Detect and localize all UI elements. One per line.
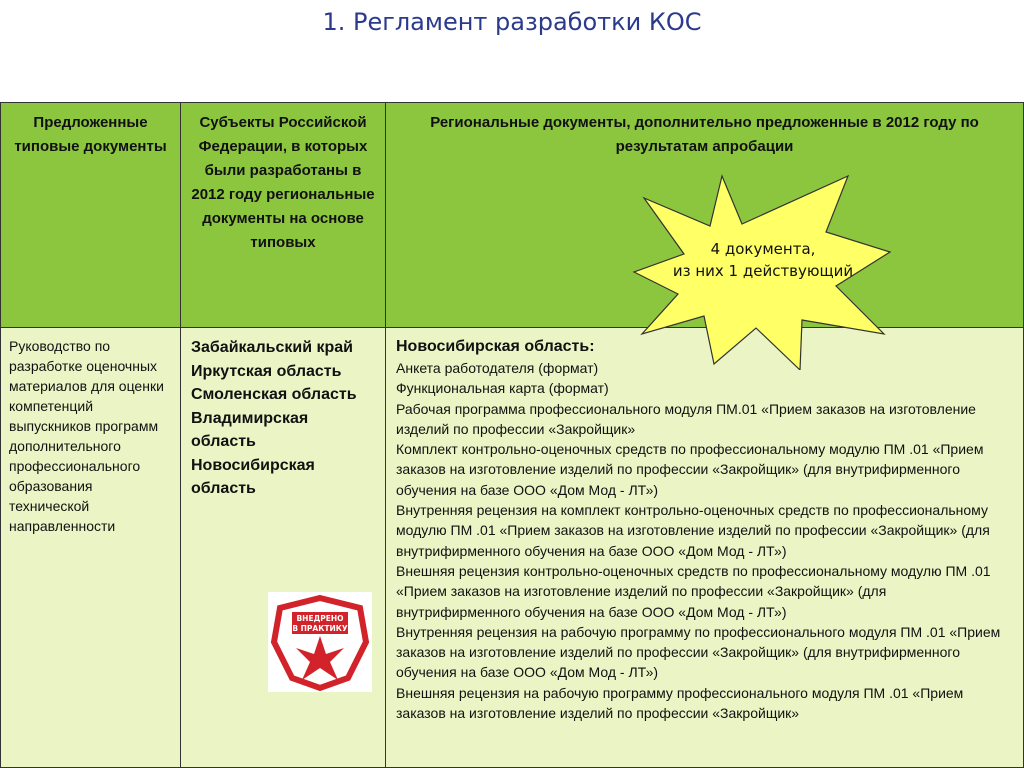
callout-line: 4 документа, bbox=[710, 240, 816, 258]
regional-documents-cell bbox=[385, 327, 1024, 768]
stamp-icon bbox=[268, 592, 372, 692]
stamp-text: В ПРАКТИКУ bbox=[292, 624, 348, 633]
header-typical-documents: Предложенные типовые документы bbox=[0, 102, 181, 328]
callout-line: из них 1 действующий bbox=[672, 262, 854, 280]
region-item: Смоленская область bbox=[191, 386, 357, 403]
region-item: Владимирская область bbox=[191, 409, 309, 450]
documents-list: Анкета работодателя (формат) Функциональная карта (формат) Рабочая программа профессионального модуля ПМ.01 «Прием заказов на изготовление изделий по профессии «Закройщик» Комплект контрольно-оценочных средств по профессиональному модулю ПМ .01 «Прием заказов на изготовление изделий по профессии «Закройщик» (для внутрифирменного обучения на базе ООО «Дом Мод - ЛТ») Внутренняя рецензия на комплект контрольно-оценочных средств по профессиональному модулю ПМ .01 «Прием заказов на изготовление изделий по профессии «Закройщик» (для внутрифирменного обучения на базе ООО «Дом Мод - ЛТ») Внешняя рецензия контрольно-оценочных средств по профессиональному модулю ПМ .01 «Прием заказов на изготовление изделий по профессии «Закройщик» (для внутрифирменного обучения на базе ООО «Дом Мод - ЛТ») Внутренняя рецензия на рабочую программу по профессионального модуля ПМ .01 «Прием заказов на изготовление изделий по профессии «Закройщик» (для внутрифирменного обучения на базе ООО «Дом Мод - ЛТ») Внешняя рецензия на рабочую программу профессионального модуля ПМ .01 «Прием заказов на изготовление изделий по профессии «Закройщик» bbox=[396, 360, 1001, 722]
header-federation-subjects: Субъекты Российской Федерации, в которых были разработаны в 2012 году региональные документы на основе типовых bbox=[180, 102, 386, 328]
region-heading: Новосибирская область: bbox=[396, 338, 595, 355]
implemented-stamp bbox=[268, 592, 372, 692]
stamp-text: ВНЕДРЕНО bbox=[296, 614, 344, 623]
callout-text bbox=[628, 238, 898, 282]
region-item: Иркутская область bbox=[191, 362, 342, 380]
region-item: Новосибирская область bbox=[191, 456, 315, 497]
regions-cell bbox=[180, 327, 386, 768]
typical-document-cell: Руководство по разработке оценочных материалов для оценки компетенций выпускников программ дополнительного профессионального образования технической направленности bbox=[0, 327, 181, 768]
page-title: 1. Регламент разработки КОС bbox=[322, 8, 702, 36]
header-regional-documents: Региональные документы, дополнительно предложенные в 2012 году по результатам апробации bbox=[385, 102, 1024, 328]
region-item: Забайкальский край bbox=[191, 339, 353, 356]
